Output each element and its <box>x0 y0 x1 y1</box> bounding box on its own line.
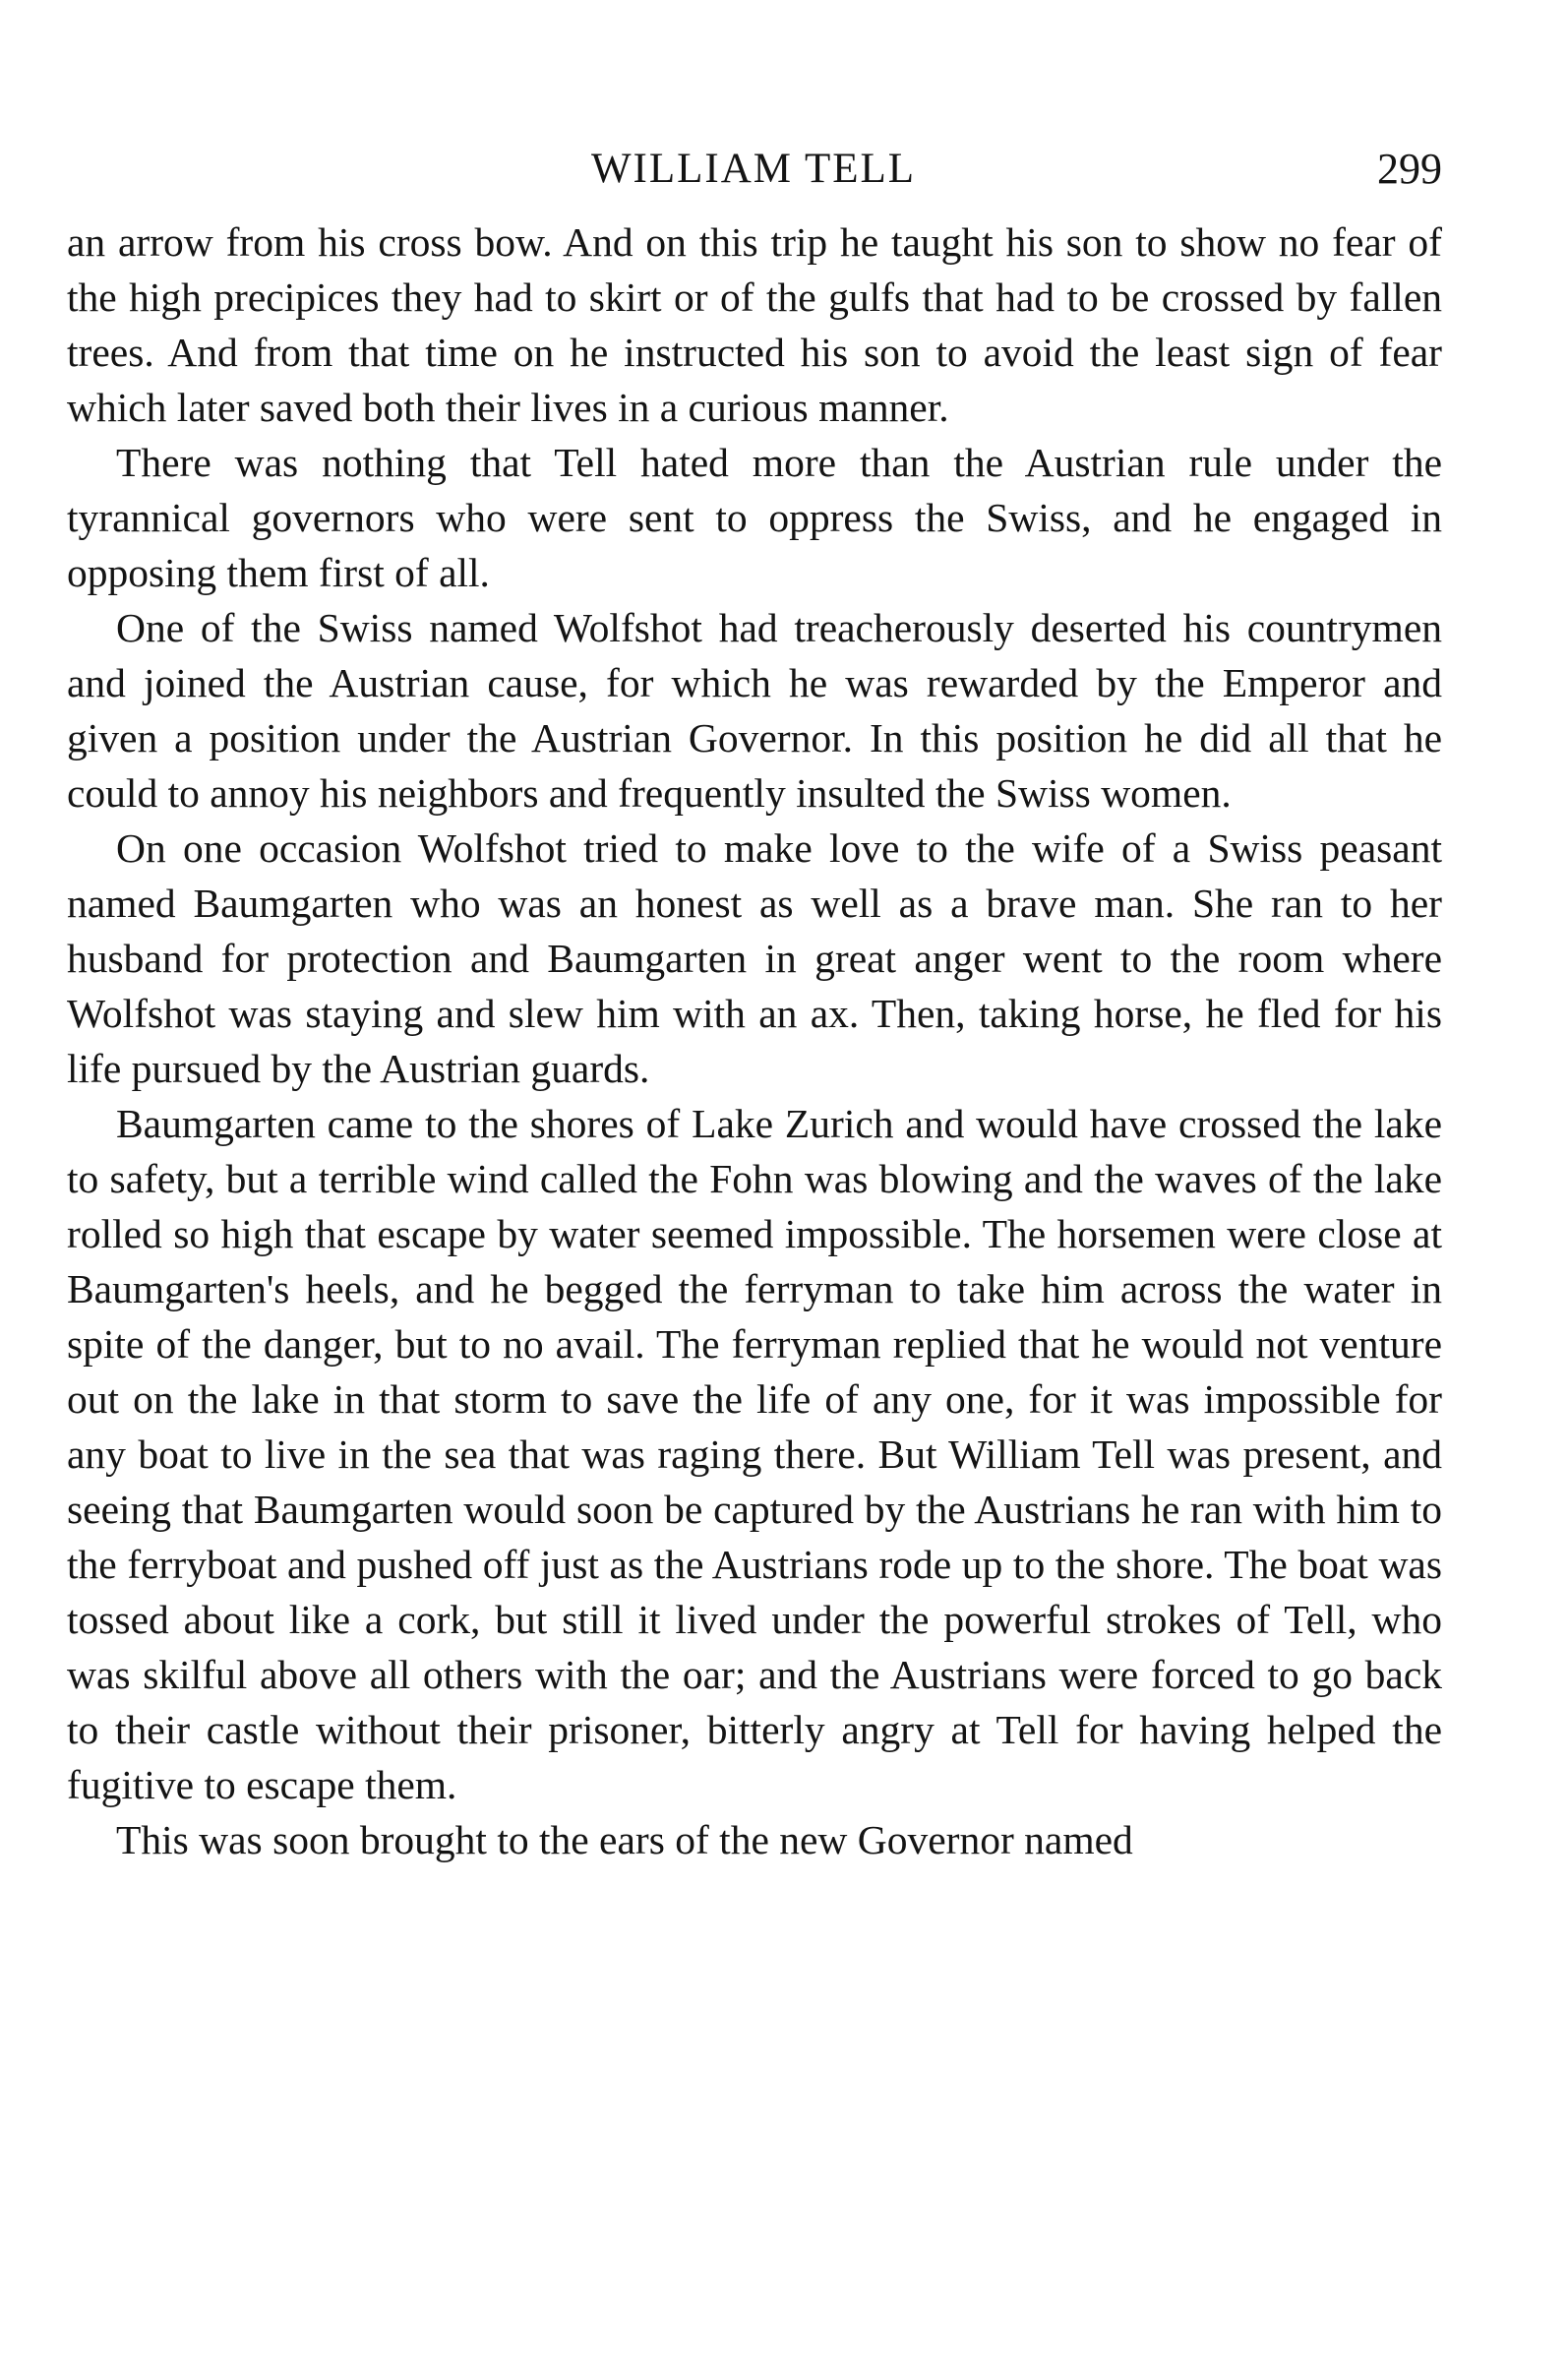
paragraph: Baumgarten came to the shores of Lake Zurich and would have crossed the lake to safety, but a terrible wind called the Fohn was blowing and the waves of the lake rolled so high that escape by water seemed impossible. The horsemen were close at Baumgarten's heels, and he begged the ferryman to take him across the water in spite of the danger, but to no avail. The ferryman replied that he would not venture out on the lake in that storm to save the life of any one, for it was impossible for any boat to live in the sea that was raging there. But William Tell was present, and seeing that Baumgarten would soon be captured by the Austrians he ran with him to the ferryboat and pushed off just as the Austrians rode up to the shore. The boat was tossed about like a cork, but still it lived under the powerful strokes of Tell, who was skilful above all others with the oar; and the Austrians were forced to go back to their castle without their prisoner, bitterly angry at Tell for having helped the fugitive to escape them. <box>67 1101 1442 1807</box>
paragraph-continuation: an arrow from his cross bow. And on this trip he taught his son to show no fear of the high precipices they had to skirt or of the gulfs that had to be crossed by fallen trees. And from that time on he instructed his son to avoid the least sign of fear which later saved both their lives in a curious manner. <box>67 219 1442 430</box>
paragraph: On one occasion Wolfshot tried to make love to the wife of a Swiss peasant named Baumgarten who was an honest as well as a brave man. She ran to her husband for protection and Baumgarten in great anger went to the room where Wolfshot was staying and slew him with an ax. Then, taking horse, he fled for his life pursued by the Austrian guards. <box>67 825 1442 1091</box>
running-title: WILLIAM TELL <box>590 146 917 192</box>
page-number: 299 <box>1377 145 1442 193</box>
paragraph: This was soon brought to the ears of the new Governor named <box>116 1817 1133 1862</box>
paragraph: There was nothing that Tell hated more than the Austrian rule under the tyrannical governors who were sent to oppress the Swiss, and he engaged in opposing them first of all. <box>67 440 1442 595</box>
paragraph: One of the Swiss named Wolfshot had treacherously deserted his countrymen and joined the Austrian cause, for which he was rewarded by the Emperor and given a position under the Austrian Governor. In this position he did all that he could to annoy his neighbors and frequently insulted the Swiss women. <box>67 605 1442 816</box>
running-head <box>65 140 1442 199</box>
body-text <box>67 214 1442 1867</box>
